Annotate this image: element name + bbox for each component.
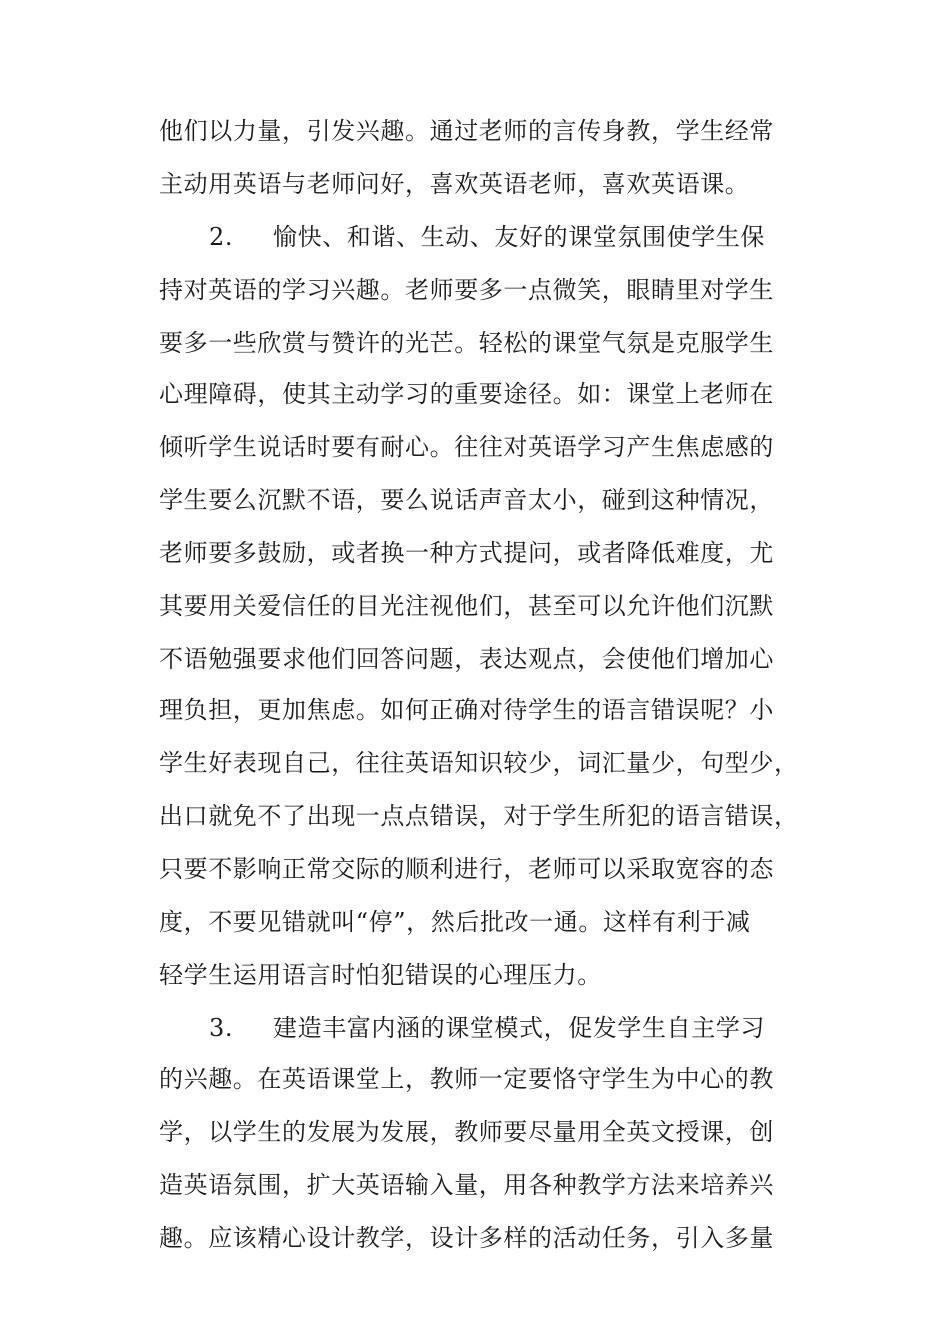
list-item-2 bbox=[209, 221, 869, 253]
text-line: 度，不要见错就叫“停”，然后批改一通。这样有利于减 bbox=[159, 908, 751, 936]
text-line: 主动用英语与老师问好，喜欢英语老师，喜欢英语课。 bbox=[159, 170, 750, 198]
text-line: 出口就免不了出现一点点错误，对于学生所犯的语言错误， bbox=[159, 802, 799, 830]
text-line: 造英语氛围，扩大英语输入量，用各种教学方法来培养兴 bbox=[159, 1171, 774, 1199]
text-line: 倾听学生说话时要有耐心。往往对英语学习产生焦虑感的 bbox=[159, 433, 774, 461]
list-item-text: 建造丰富内涵的课堂模式，促发学生自主学习 bbox=[273, 1014, 765, 1042]
text-line: 轻学生运用语言时怕犯错误的心理压力。 bbox=[159, 961, 602, 989]
text-line: 的兴趣。在英语课堂上，教师一定要恪守学生为中心的教 bbox=[159, 1065, 774, 1093]
text-line: 学生好表现自己，往往英语知识较少，词汇量少，句型少， bbox=[159, 749, 799, 777]
list-item-text: 愉快、和谐、生动、友好的课堂氛围使学生保 bbox=[273, 223, 765, 251]
text-line: 趣。应该精心设计教学，设计多样的活动任务，引入多量 bbox=[159, 1224, 774, 1252]
text-line: 他们以力量，引发兴趣。通过老师的言传身教，学生经常 bbox=[159, 117, 774, 145]
text-line: 其要用关爱信任的目光注视他们，甚至可以允许他们沉默 bbox=[159, 592, 774, 620]
text-line: 只要不影响正常交际的顺利进行，老师可以采取宽容的态 bbox=[159, 855, 774, 883]
text-line: 学，以学生的发展为发展，教师要尽量用全英文授课，创 bbox=[159, 1118, 774, 1146]
text-line: 要多一些欣赏与赞许的光芒。轻松的课堂气氛是克服学生 bbox=[159, 329, 774, 357]
text-line: 理负担，更加焦虑。如何正确对待学生的语言错误呢？小 bbox=[159, 696, 774, 724]
list-item-3 bbox=[209, 1012, 869, 1044]
list-item-number: 3. bbox=[209, 1014, 234, 1042]
text-line: 不语勉强要求他们回答问题，表达观点，会使他们增加心 bbox=[159, 645, 774, 673]
text-line: 学生要么沉默不语，要么说话声音太小，碰到这种情况， bbox=[159, 486, 774, 514]
list-item-number: 2. bbox=[209, 223, 234, 251]
text-line: 持对英语的学习兴趣。老师要多一点微笑，眼睛里对学生 bbox=[159, 276, 774, 304]
text-line: 心理障碍，使其主动学习的重要途径。如：课堂上老师在 bbox=[159, 380, 774, 408]
text-line: 老师要多鼓励，或者换一种方式提问，或者降低难度，尤 bbox=[159, 539, 774, 567]
